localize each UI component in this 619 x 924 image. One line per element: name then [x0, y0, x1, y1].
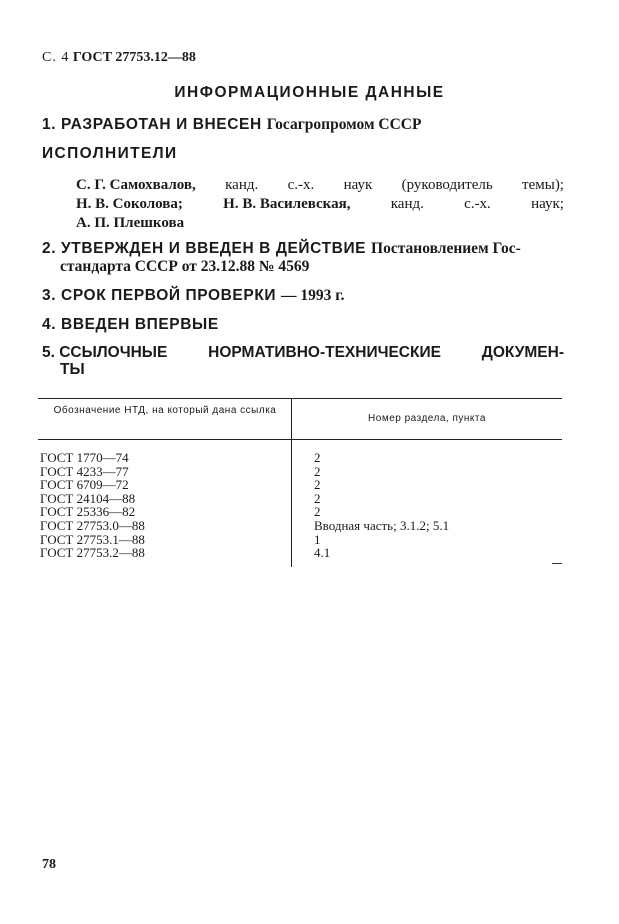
- table-top-rule: [38, 398, 562, 399]
- table-column-references: [314, 451, 554, 560]
- table-cell-reference: 2: [314, 504, 321, 520]
- table-cell-document: ГОСТ 27753.2—88: [40, 545, 145, 561]
- executors-heading: ИСПОЛНИТЕЛИ: [42, 145, 178, 162]
- table-cell-reference: Вводная часть; 3.1.2; 5.1: [314, 517, 450, 533]
- executors-line-2: [76, 195, 564, 214]
- executors-list: [76, 176, 564, 233]
- section-2: [42, 240, 521, 258]
- executor-degree-word: с.-х.: [287, 177, 315, 193]
- table-cell-document: ГОСТ 24104—88: [40, 490, 136, 506]
- page-header: [42, 50, 196, 66]
- section-3-text: — 1993 г.: [281, 287, 345, 304]
- executor-degree-word: с.-х.: [464, 196, 491, 212]
- executor-role-word: темы);: [522, 177, 564, 193]
- section-5-word: ДОКУМЕН-: [481, 344, 564, 361]
- section-1-label: 1. РАЗРАБОТАН И ВНЕСЕН: [42, 116, 262, 133]
- section-5-word: 5. ССЫЛОЧНЫЕ: [42, 344, 168, 361]
- document-title: ИНФОРМАЦИОННЫЕ ДАННЫЕ: [174, 84, 445, 101]
- table-cell-document: ГОСТ 6709—72: [40, 477, 129, 493]
- executor-degree-word: канд.: [390, 196, 424, 212]
- executor-degree-word: наук: [343, 177, 373, 193]
- section-5: [42, 344, 564, 378]
- section-5-word: НОРМАТИВНО-ТЕХНИЧЕСКИЕ: [208, 344, 441, 361]
- executor-name: Н. В. Василевская,: [223, 196, 351, 212]
- executor-name: Н. В. Соколова;: [76, 196, 183, 212]
- table-cell-document: ГОСТ 27753.0—88: [40, 517, 145, 533]
- table-end-dash: [552, 563, 562, 564]
- section-3-label: 3. СРОК ПЕРВОЙ ПРОВЕРКИ: [42, 287, 277, 304]
- table-header-document: Обозначение НТД, на который дана ссылка: [53, 405, 277, 416]
- section-3: [42, 287, 344, 305]
- section-2-text-line-2: стандарта СССР от 23.12.88 № 4569: [60, 258, 310, 275]
- section-1: [42, 116, 421, 134]
- table-cell-reference: 2: [314, 463, 321, 479]
- table-cell-document: ГОСТ 4233—77: [40, 463, 129, 479]
- executor-role-word: (руководитель: [401, 177, 493, 193]
- section-5-line-2: ТЫ: [60, 361, 85, 378]
- table-cell-document: ГОСТ 1770—74: [40, 450, 129, 465]
- table-cell-reference: 2: [314, 450, 321, 465]
- section-1-text: Госагропромом СССР: [266, 116, 422, 133]
- executor-degree-word: канд.: [225, 177, 259, 193]
- table-header-reference: Номер раздела, пункта: [368, 413, 486, 424]
- section-5-line-1: [42, 344, 564, 361]
- section-4-label: 4. ВВЕДЕН ВПЕРВЫЕ: [42, 316, 219, 333]
- table-cell-reference: 2: [314, 490, 321, 506]
- table-cell-document: ГОСТ 27753.1—88: [40, 531, 145, 547]
- table-cell-reference: 1: [314, 531, 321, 547]
- standard-code: ГОСТ 27753.12—88: [72, 50, 196, 65]
- executor-name: А. П. Плешкова: [76, 215, 185, 231]
- table-cell-reference: 2: [314, 477, 321, 493]
- executors-line-1: [76, 176, 564, 195]
- table-cell-reference: 4.1: [314, 545, 331, 561]
- page-number: 78: [42, 857, 56, 872]
- table-column-documents: [40, 451, 280, 560]
- section-2-text: Постановлением Гос-: [371, 240, 521, 257]
- section-4: [42, 316, 219, 334]
- page-label: С. 4: [42, 50, 70, 65]
- table-cell-document: ГОСТ 25336—82: [40, 504, 136, 520]
- section-2-label: 2. УТВЕРЖДЕН И ВВЕДЕН В ДЕЙСТВИЕ: [42, 240, 367, 257]
- table-header-rule: [38, 439, 562, 440]
- executors-line-3: [76, 214, 564, 233]
- executor-degree-word: наук;: [531, 196, 564, 212]
- section-2-continuation: [60, 258, 309, 276]
- executor-name: С. Г. Самохвалов,: [76, 177, 196, 193]
